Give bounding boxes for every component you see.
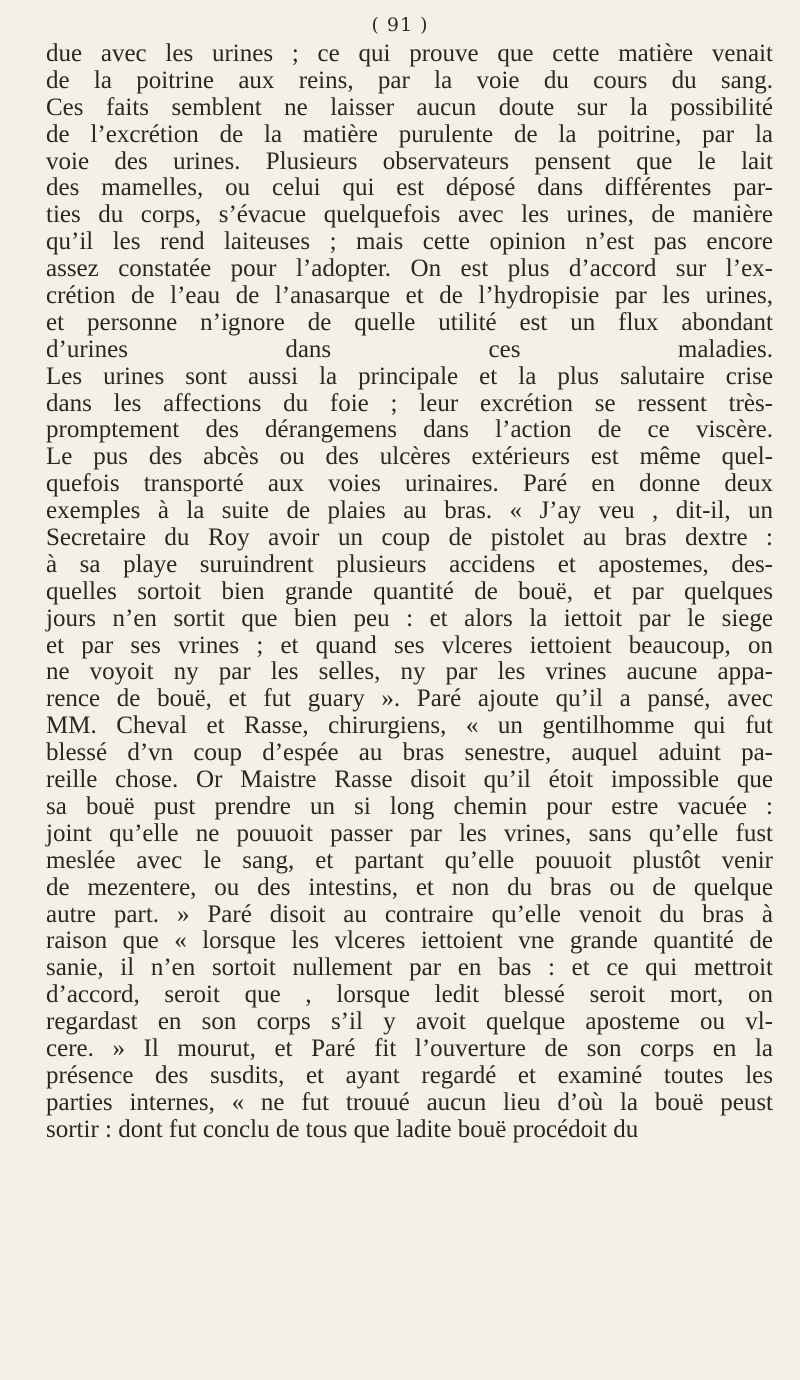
text-line: de l’excrétion de la matière purulente de la poitrine, par la [46,120,773,148]
text-line: Ces faits semblent ne laisser aucun doute sur la possibilité [46,93,773,121]
text-line: dans les affections du foie ; leur excrétion se ressent très- [46,389,773,417]
text-line: joint qu’elle ne pouuoit passer par les vrines, sans qu’elle fust [46,819,773,847]
text-line: sanie, il n’en sortoit nullement par en bas : et ce qui mettroit [46,954,773,982]
text-line: due avec les urines ; ce qui prouve que cette matière venait [46,40,773,67]
text-line: ne voyoit ny par les selles, ny par les vrines aucune appa- [46,658,773,686]
text-line: sa bouë pust prendre un si long chemin pour estre vacuée : [46,792,773,820]
text-line: rence de bouë, et fut guary ». Paré ajoute qu’il a pansé, avec [46,685,773,713]
text-line: crétion de l’eau de l’anasarque et de l’hydropisie par les urines, [46,282,773,310]
text-line: quefois transporté aux voies urinaires. Paré en donne deux [46,470,773,498]
text-line: assez constatée pour l’adopter. On est plus d’accord sur l’ex- [46,255,773,283]
text-line: qu’il les rend laiteuses ; mais cette opinion n’est pas encore [46,228,773,256]
text-line: regardast en son corps s’il y avoit quelque aposteme ou vl- [46,1008,773,1036]
text-line: et par ses vrines ; et quand ses vlceres iettoient beaucoup, on [46,631,773,659]
text-line: présence des susdits, et ayant regardé et examiné toutes les [46,1061,773,1089]
text-line: et personne n’ignore de quelle utilité est un flux abondant [46,308,773,336]
text-line: blessé d’vn coup d’espée au bras senestre, auquel aduint pa- [46,739,773,767]
text-line: promptement des dérangemens dans l’action de ce viscère. [46,416,773,444]
page-number: ( 91 ) [371,14,429,36]
text-line: MM. Cheval et Rasse, chirurgiens, « un gentilhomme qui fut [46,712,773,740]
text-line: de mezentere, ou des intestins, et non du bras ou de quelque [46,873,773,901]
text-line: Le pus des abcès ou des ulcères extérieurs est même quel- [46,443,773,471]
text-line: cere. » Il mourut, et Paré fit l’ouverture de son corps en la [46,1034,773,1062]
text-line: meslée avec le sang, et partant qu’elle pouuoit plustôt venir [46,846,773,874]
text-line: d’accord, seroit que , lorsque ledit blessé seroit mort, on [46,981,773,1009]
text-line: reille chose. Or Maistre Rasse disoit qu’il étoit impossible que [46,766,773,794]
text-line: Secretaire du Roy avoir un coup de pistolet au bras dextre : [46,524,773,552]
text-line: jours n’en sortit que bien peu : et alors la iettoit par le siege [46,604,773,632]
text-line: exemples à la suite de plaies au bras. « J’ay veu , dit-il, un [46,497,773,525]
text-line: quelles sortoit bien grande quantité de bouë, et par quelques [46,577,773,605]
text-line: d’urines dans ces maladies. [46,335,773,363]
body-text [46,41,773,1144]
text-line: sortir : dont fut conclu de tous que ladite bouë procédoit du [46,1115,639,1143]
text-line: des mamelles, ou celui qui est déposé dans différentes par- [46,174,773,202]
text-line: de la poitrine aux reins, par la voie du cours du sang. [46,66,773,94]
text-line: Les urines sont aussi la principale et la plus salutaire crise [46,362,773,390]
text-line: ties du corps, s’évacue quelquefois avec les urines, de manière [46,201,773,229]
text-line: voie des urines. Plusieurs observateurs pensent que le lait [46,147,773,175]
text-line: raison que « lorsque les vlceres iettoient vne grande quantité de [46,927,773,955]
text-line: à sa playe suruindrent plusieurs accidens et apostemes, des- [46,550,773,578]
text-line: parties internes, « ne fut trouué aucun lieu d’où la bouë peust [46,1088,773,1116]
text-line: autre part. » Paré disoit au contraire qu’elle venoit du bras à [46,900,773,928]
